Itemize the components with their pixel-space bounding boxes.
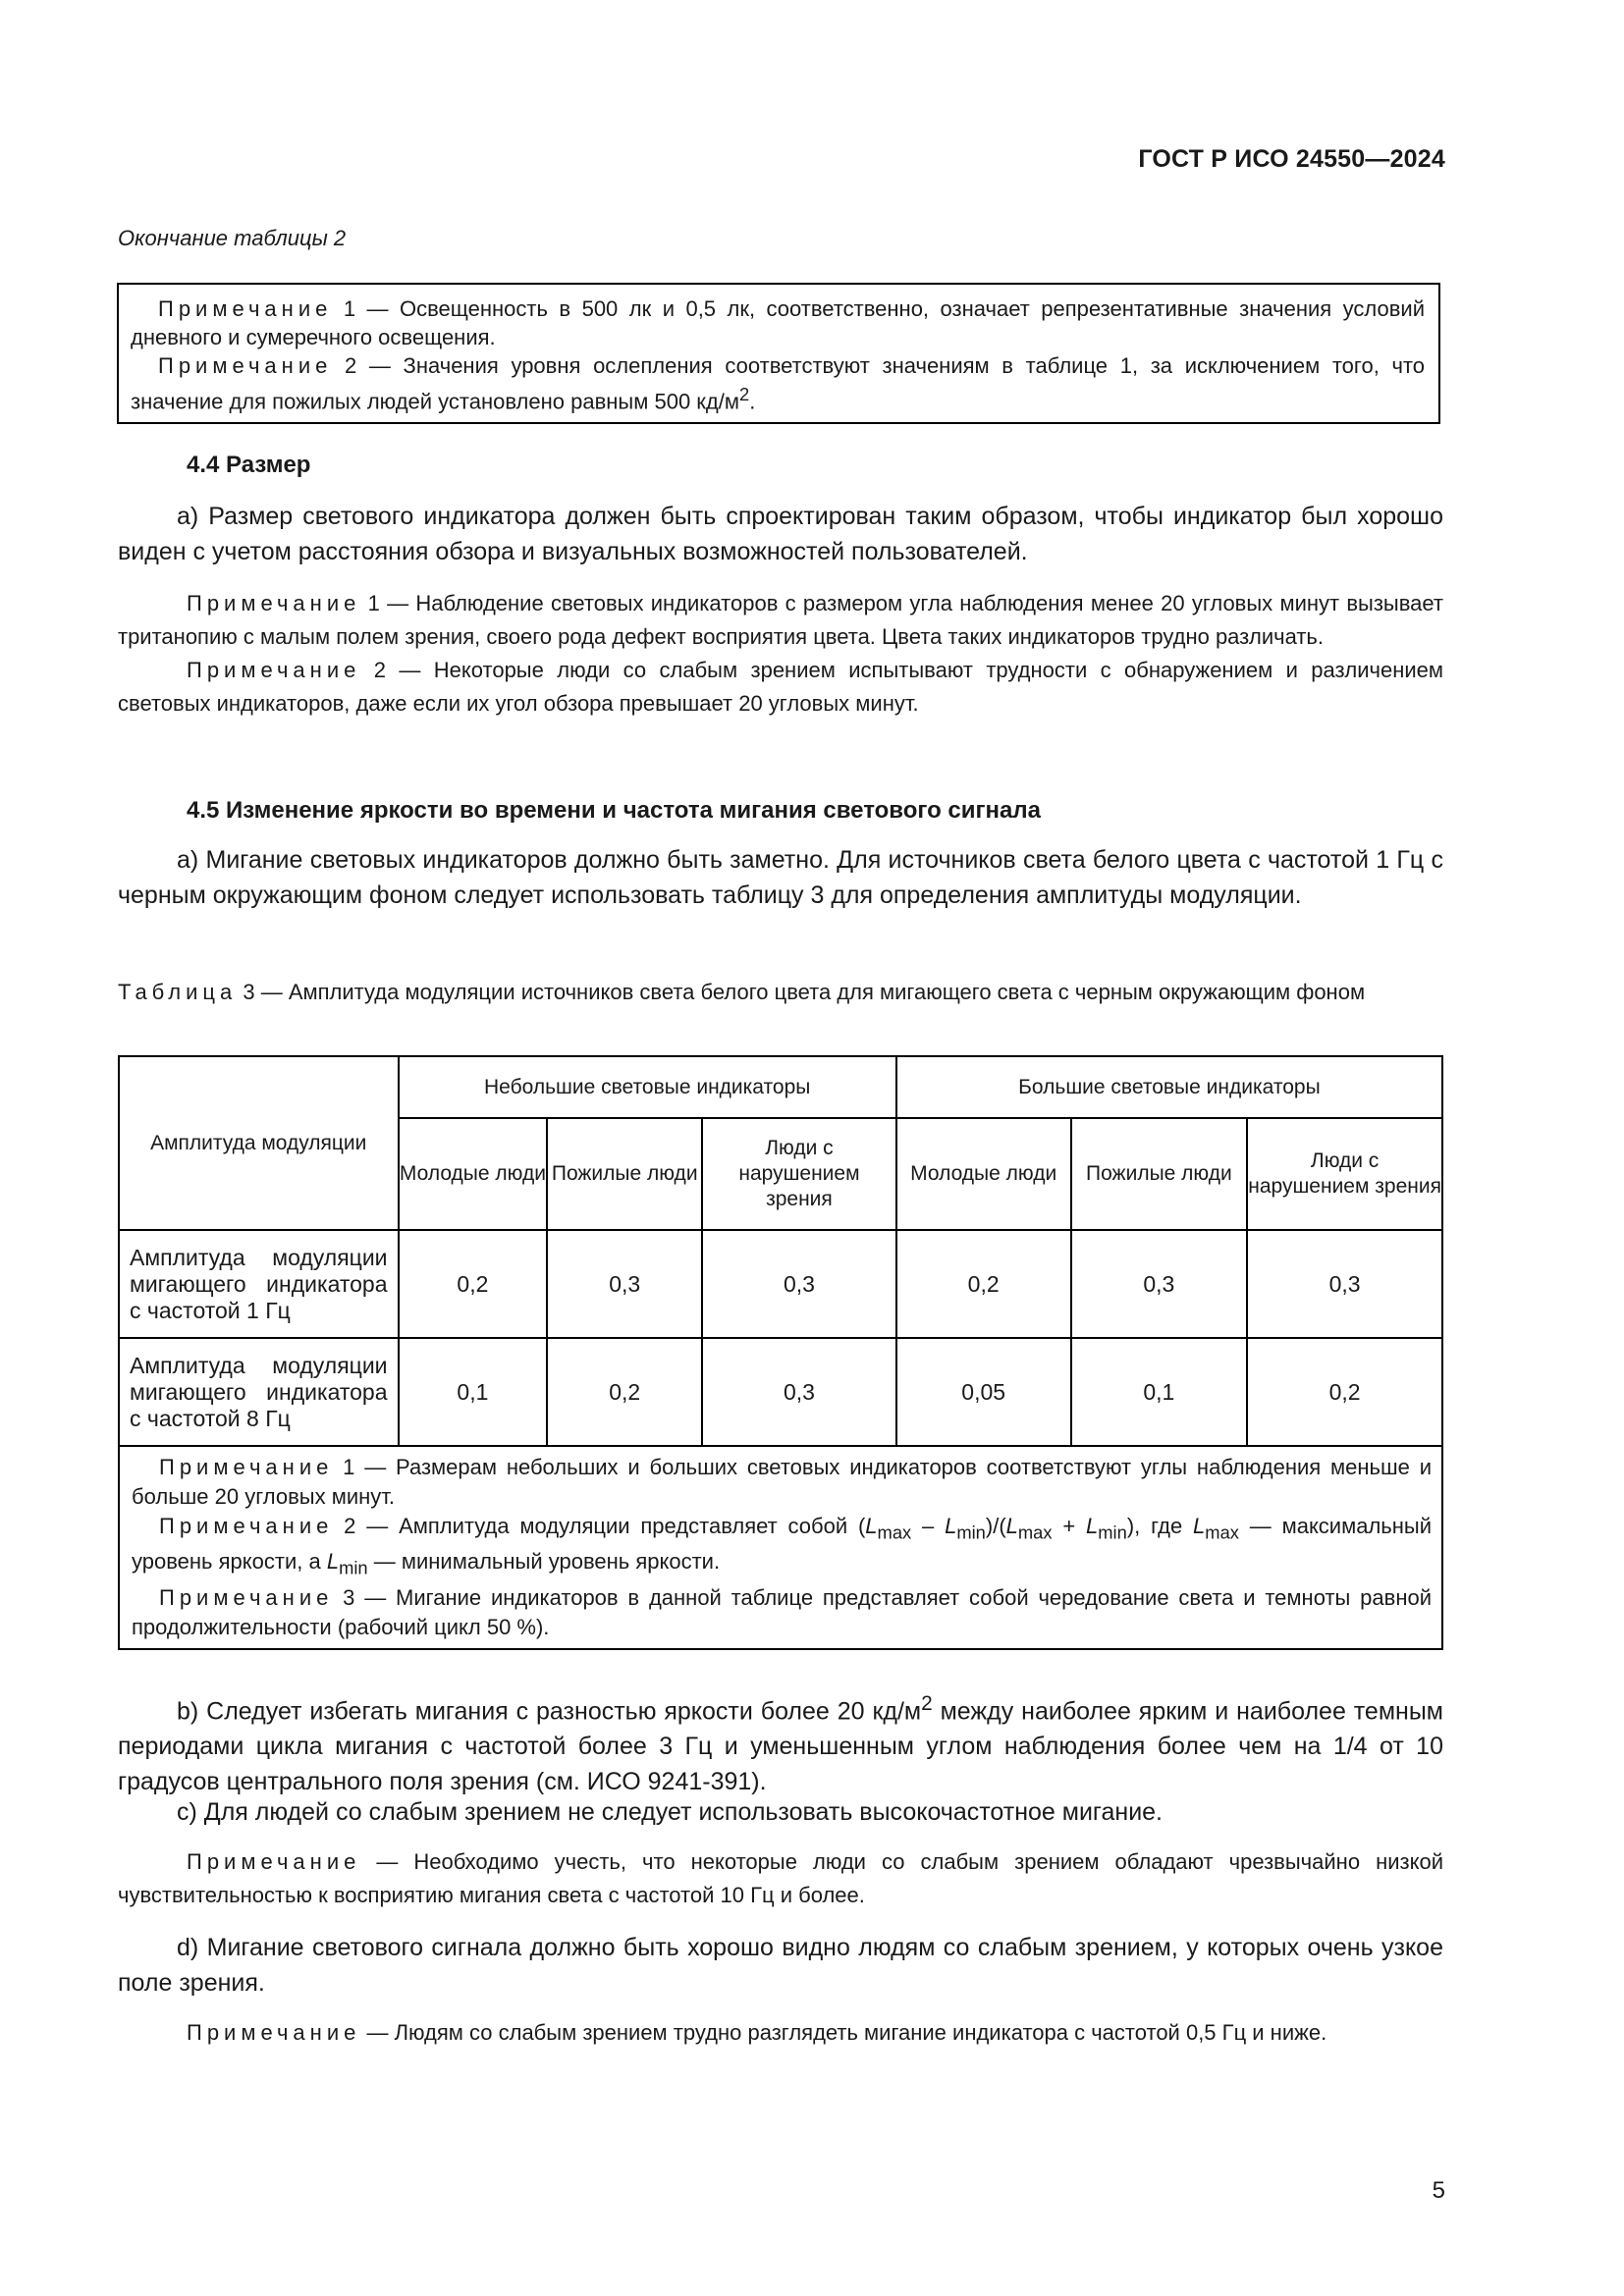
sub-header: Пожилые люди: [1071, 1118, 1248, 1230]
standard-number: ГОСТ Р ИСО 24550—2024: [1138, 145, 1445, 173]
sub-header: Молодые люди: [399, 1118, 548, 1230]
table-cell: 0,3: [702, 1230, 896, 1338]
table2-note-2: Примечание 2 — Значения уровня ослепления соответствуют значениям в таблице 1, за исключением того, что значение для пожилых людей установлено равным 500 $кд/м^2$.: [131, 353, 1425, 414]
para-d: d) Мигание светового сигнала должно быть хорошо видно людям со слабым зрением, у которых очень узкое поле зрения.: [118, 1934, 1443, 1997]
note-c: Примечание — Необходимо учесть, что некоторые люди со слабым зрением обладают чрезвычайно низкой чувствительностью к восприятию мигания света с частотой 10 Гц и более.: [118, 1849, 1443, 1907]
table2-notes-box: [117, 283, 1440, 424]
row-header: Амплитуда модуляции мигающего индикатора с частотой 8 Гц: [119, 1338, 399, 1446]
row-header: Амплитуда модуляции мигающего индикатора с частотой 1 Гц: [119, 1230, 399, 1338]
sub-header: Молодые люди: [896, 1118, 1071, 1230]
table-row: [119, 1230, 1442, 1338]
group-header-small: Небольшие световые индикаторы: [399, 1056, 896, 1118]
table-cell: 0,3: [1247, 1230, 1442, 1338]
table2-note-1: Примечание 1 — Освещенность в 500 лк и 0,5 лк, соответственно, означает репрезентативные значения условий дневного и сумеречного освещения.: [131, 296, 1425, 349]
section-4-4-para-a: а) Размер светового индикатора должен быть спроектирован таким образом, чтобы индикатор был хорошо виден с учетом расстояния обзора и визуальных возможностей пользователей.: [118, 503, 1443, 565]
section-4-4-note-2: Примечание 2 — Некоторые люди со слабым зрением испытывают трудности с обнаружением и различением световых индикаторов, даже если их угол обзора превышает 20 угловых минут.: [118, 658, 1443, 716]
page-number: 5: [1432, 2177, 1445, 2204]
table-cell: 0,3: [702, 1338, 896, 1446]
sub-header: Люди с нарушением зрения: [1247, 1118, 1442, 1230]
table-cell: 0,1: [1071, 1338, 1248, 1446]
sub-header: Пожилые люди: [547, 1118, 702, 1230]
para-c: c) Для людей со слабым зрением не следует использовать высокочастотное мигание.: [177, 1798, 1164, 1826]
table-continuation-label: Окончание таблицы 2: [118, 226, 347, 250]
table-row: [119, 1338, 1442, 1446]
table3-note-2: Примечание 2 — Амплитуда модуляции представляет собой $(L_{max} - L_{min})/(L_{max} + L_{min})$, где $L_{max}$ — максимальный уровень яркости, а $L_{min}$ — минимальный уровень яркости.: [132, 1514, 1433, 1578]
section-4-5-para-a: а) Мигание световых индикаторов должно быть заметно. Для источников света белого цвета с частотой 1 Гц с черным окружающим фоном следует использовать таблицу 3 для определения амплитуды модуляции.: [118, 846, 1443, 909]
table-cell: 0,2: [547, 1338, 702, 1446]
table-cell: 0,2: [896, 1230, 1071, 1338]
table-cell: 0,3: [547, 1230, 702, 1338]
section-4-5-heading: 4.5 Изменение яркости во времени и частота мигания светового сигнала: [187, 797, 1041, 824]
table-cell: 0,2: [1247, 1338, 1442, 1446]
group-header-large: Большие световые индикаторы: [896, 1056, 1442, 1118]
table3-note-3: Примечание 3 — Мигание индикаторов в данной таблице представляет собой чередование света и темноты равной продолжительности (рабочий цикл 50 %).: [132, 1584, 1432, 1639]
sub-header: Люди с нарушением зрения: [702, 1118, 896, 1230]
section-4-4-notes: [118, 587, 1443, 721]
table3-caption: Таблица 3 — Амплитуда модуляции источников света белого цвета для мигающего света с черным окружающим фоном: [118, 980, 1366, 1004]
table3-notes: [119, 1446, 1442, 1649]
section-4-4-note-1: Примечание 1 — Наблюдение световых индикаторов с размером угла наблюдения менее 20 угловых минут вызывает тританопию с малым полем зрения, своего рода дефект восприятия цвета. Цвета таких индикаторов трудно различать.: [118, 591, 1443, 649]
corner-header: Амплитуда модуляции: [119, 1056, 399, 1230]
para-b: b) Следует избегать мигания с разностью яркости более 20 $кд/м^2$ между наиболее ярким и наиболее темным периодами цикла мигания с частотой более 3 Гц и уменьшенным углом наблюдения более чем на 1/4 от 10 градусов центрального поля зрения (см. ИСО 9241-391).: [118, 1692, 1443, 1796]
table-3: [118, 1055, 1443, 1650]
table-cell: 0,05: [896, 1338, 1071, 1446]
section-4-4-heading: 4.4 Размер: [187, 452, 311, 478]
table3-note-1: Примечание 1 — Размерам небольших и больших световых индикаторов соответствуют углы наблюдения меньше и больше 20 угловых минут.: [132, 1455, 1432, 1509]
table-notes-row: [119, 1446, 1442, 1649]
note-d: Примечание — Людям со слабым зрением трудно разглядеть мигание индикатора с частотой 0,5 Гц и ниже.: [187, 2020, 1327, 2045]
table-cell: 0,3: [1071, 1230, 1248, 1338]
table-cell: 0,1: [399, 1338, 548, 1446]
table-cell: 0,2: [399, 1230, 548, 1338]
